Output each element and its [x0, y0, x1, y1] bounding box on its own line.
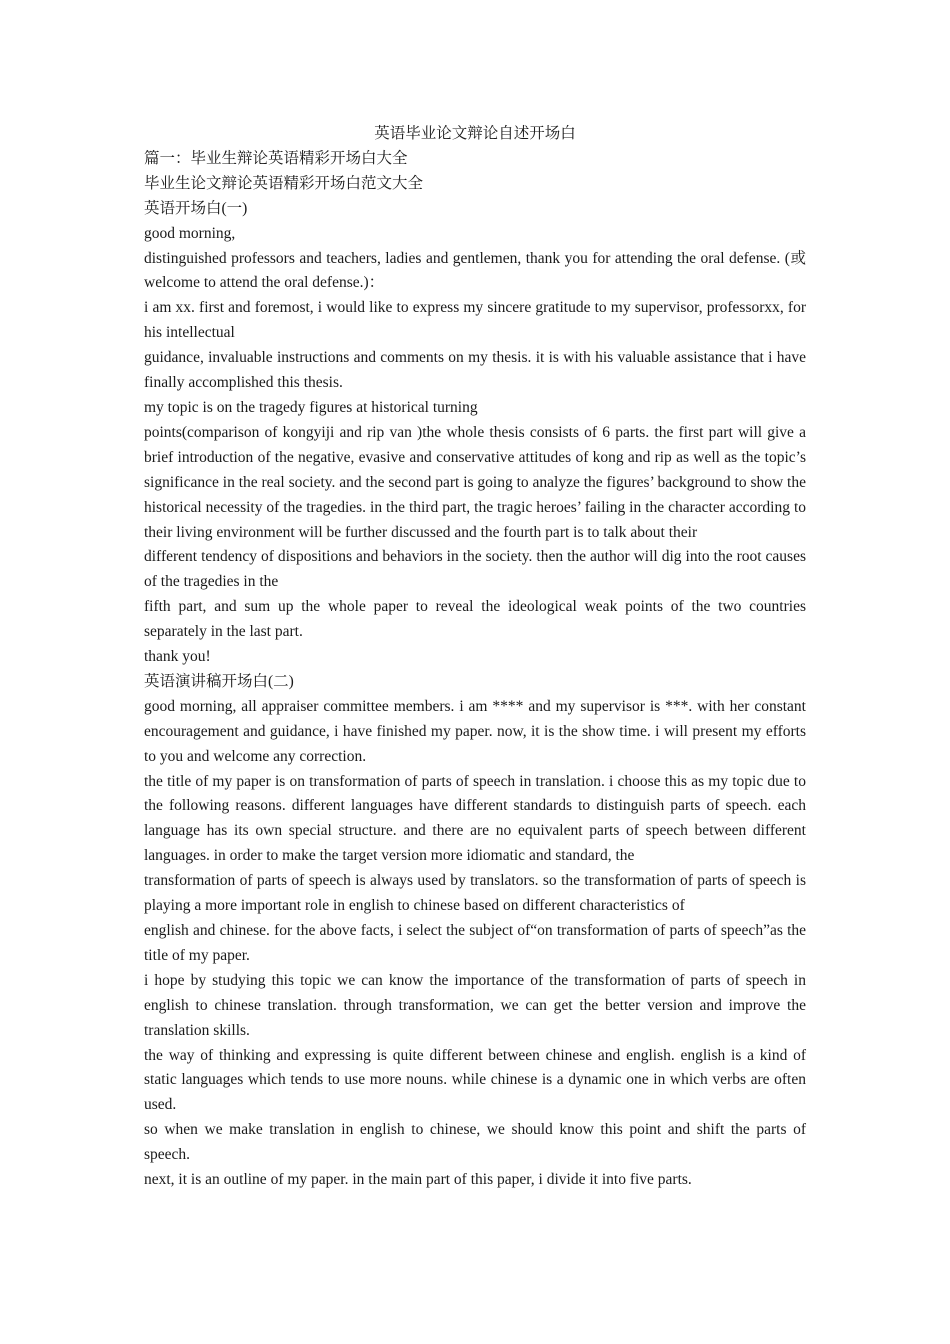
section-subheading-1: 毕业生论文辩论英语精彩开场白范文大全	[144, 174, 424, 192]
paragraph: different tendency of dispositions and behaviors in the society. then the author will dig into the root causes of the tragedies in the	[144, 548, 806, 591]
document-page	[144, 122, 806, 1193]
paragraph: points(comparison of kongyiji and rip van )the whole thesis consists of 6 parts. the first part will give a brief introduction of the negative, evasive and conservative attitudes of kong and rip as well as the topic’s significance in the real society. and the second part is going to analyze the figures’ background to show the historical necessity of the tragedies. in the third part, the tragic heroes’ failing in the character according to their living environment will be further discussed and the fourth part is to talk about their	[144, 423, 806, 541]
section-subheading-2: 英语开场白(一)	[144, 199, 248, 217]
paragraph: the way of thinking and expressing is quite different between chinese and english. english is a kind of static languages which tends to use more nouns. while chinese is a dynamic one in which verbs are often used.	[144, 1046, 806, 1114]
paragraph: good morning, all appraiser committee members. i am **** and my supervisor is ***. with her constant encouragement and guidance, i have finished my paper. now, it is the show time. i will present my efforts to you and welcome any correction.	[144, 697, 806, 765]
section-subheading-3: 英语演讲稿开场白(二)	[144, 672, 294, 690]
paragraph: my topic is on the tragedy figures at historical turning	[144, 398, 478, 416]
paragraph: the title of my paper is on transformation of parts of speech in translation. i choose this as my topic due to the following reasons. different languages have different standards to distinguish parts of speech. each language has its own special structure. and there are no equivalent parts of speech between different languages. in order to make the target version more idiomatic and standard, the	[144, 772, 806, 865]
paragraph: transformation of parts of speech is always used by translators. so the transformation of parts of speech is playing a more important role in english to chinese based on different characteristics of	[144, 872, 806, 915]
paragraph: good morning,	[144, 224, 236, 242]
paragraph: fifth part, and sum up the whole paper to reveal the ideological weak points of the two countries separately in the last part.	[144, 598, 806, 641]
paragraph: distinguished professors and teachers, ladies and gentlemen, thank you for attending the oral defense. (或 welcome to attend the oral defense.)：	[144, 249, 806, 292]
section-heading-1: 篇一：毕业生辩论英语精彩开场白大全	[144, 149, 408, 167]
paragraph: so when we make translation in english to chinese, we should know this point and shift the parts of speech.	[144, 1121, 806, 1164]
paragraph: i hope by studying this topic we can know the importance of the transformation of parts of speech in english to chinese translation. through transformation, we can get the better version and improve the translation skills.	[144, 971, 806, 1039]
paragraph: next, it is an outline of my paper. in the main part of this paper, i divide it into five parts.	[144, 1171, 692, 1189]
paragraph: english and chinese. for the above facts, i select the subject of“on transformation of parts of speech”as the title of my paper.	[144, 922, 806, 964]
paragraph: i am xx. first and foremost, i would like to express my sincere gratitude to my supervisor, professorxx, for his intellectual	[144, 299, 806, 342]
document-title: 英语毕业论文辩论自述开场白	[374, 125, 576, 142]
paragraph: thank you!	[144, 648, 211, 666]
paragraph: guidance, invaluable instructions and comments on my thesis. it is with his valuable assistance that i have finally accomplished this thesis.	[144, 349, 806, 392]
